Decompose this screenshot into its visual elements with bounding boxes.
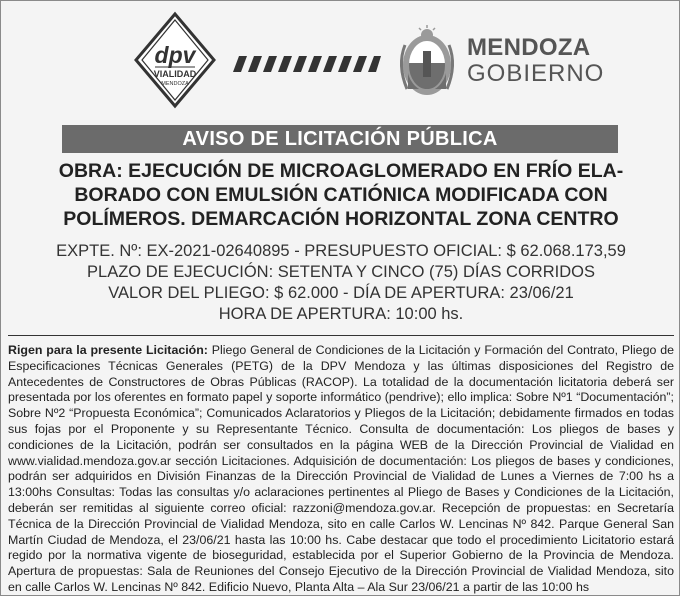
header [1,1,680,119]
mendoza-gobierno-wordmark [467,35,604,87]
mendoza-coat-of-arms-icon [395,25,459,99]
section-divider [8,335,674,336]
body-text: Pliego General de Condiciones de la Licitación y Formación del Contrato, Pliego de Especificaciones Técnicas Generales (PETG) de la DPV Mendoza y las últimas disposiciones del Registro de Antecedentes de Constructores de Obras Públicas (RACOP). La totalidad de la documentación licitatoria deberá ser presentada por los oferentes en formato papel y soporte informático (pendrive); ello implica: Sobre Nº1 “Documentación”; Sobre Nº2 “Propuesta Económica”; Comunicados Aclaratorios y Pliegos de la Licitación; debidamente firmados en todas sus fojas por el Proponente y su Representante Técnico. Consulta de documentación: Los pliegos de bases y condiciones de la Licitación, podrán ser consultados en la página WEB de la Dirección Provincial de Vialidad en www.vialidad.mendoza.gov.ar sección Licitaciones. Adquisición de documentación: Los pliegos de bases y condiciones, podrán ser adquiridos en División Finanzas de la Dirección Provincial de Vialidad de Lunes a Viernes de 7:00 hs a 13:00hs Consultas: Todas las consultas y/o aclaraciones pertinentes al Pliego de Bases y Condiciones de la Licitación, deberán ser remitidas al siguiente correo oficial: razzoni@mendoza.gov.ar. Recepción de propuestas: en Secretaría Técnica de la Dirección Provincial de Vialidad Mendoza, sito en calle Carlos W. Lencinas Nº 842. Parque General San Martín Ciudad de Mendoza, el 23/06/21 hasta las 10:00 hs. Cabe destacar que todo el procedimiento Licitatorio estará regido por la normativa vigente de bioseguridad, establecida por el Superior Gobierno de la Provincia de Mendoza. Apertura de propuestas: Sala de Reuniones del Consejo Ejecutivo de la Dirección Provincial de Vialidad Mendoza, sito en calle Carlos W. Lencinas Nº 842. Edificio Nuevo, Planta Alta – Ala Sur 23/06/21 a partir de las 10:00 hs [8,343,674,594]
road-stripes-decoration [233,56,381,72]
detail-plazo: PLAZO DE EJECUCIÓN: SETENTA Y CINCO (75) DÍAS CORRIDOS [87,263,595,281]
dpv-letters: dpv [154,42,196,68]
body-lead: Rigen para la presente Licitación: [8,343,208,357]
dpv-sub: MENDOZA [161,81,189,87]
notice-body [8,343,674,596]
detail-hora-apertura: HORA DE APERTURA: 10:00 hs. [218,305,464,323]
gov-line-1: MENDOZA [467,34,591,61]
dpv-vialidad-logo [133,11,217,109]
obra-line-2: BORADO CON EMULSIÓN CATIÓNICA MODIFICADA CON [74,184,608,206]
tender-details [13,241,669,325]
obra-title [13,159,669,231]
obra-line-1: OBRA: EJECUCIÓN DE MICROAGLOMERADO EN FRÍO ELA- [58,160,624,182]
dpv-name: VIALIDAD [153,69,197,79]
gov-line-2: GOBIERNO [467,60,605,87]
obra-line-3: POLÍMEROS. DEMARCACIÓN HORIZONTAL ZONA CENTRO [63,208,619,230]
detail-expediente: EXPTE. Nº: EX-2021-02640895 - PRESUPUESTO OFICIAL: $ 62.068.173,59 [56,242,626,260]
notice-title-banner: AVISO DE LICITACIÓN PÚBLICA [62,125,618,153]
detail-valor-pliego: VALOR DEL PLIEGO: $ 62.000 - DÍA DE APERTURA: 23/06/21 [108,284,574,302]
